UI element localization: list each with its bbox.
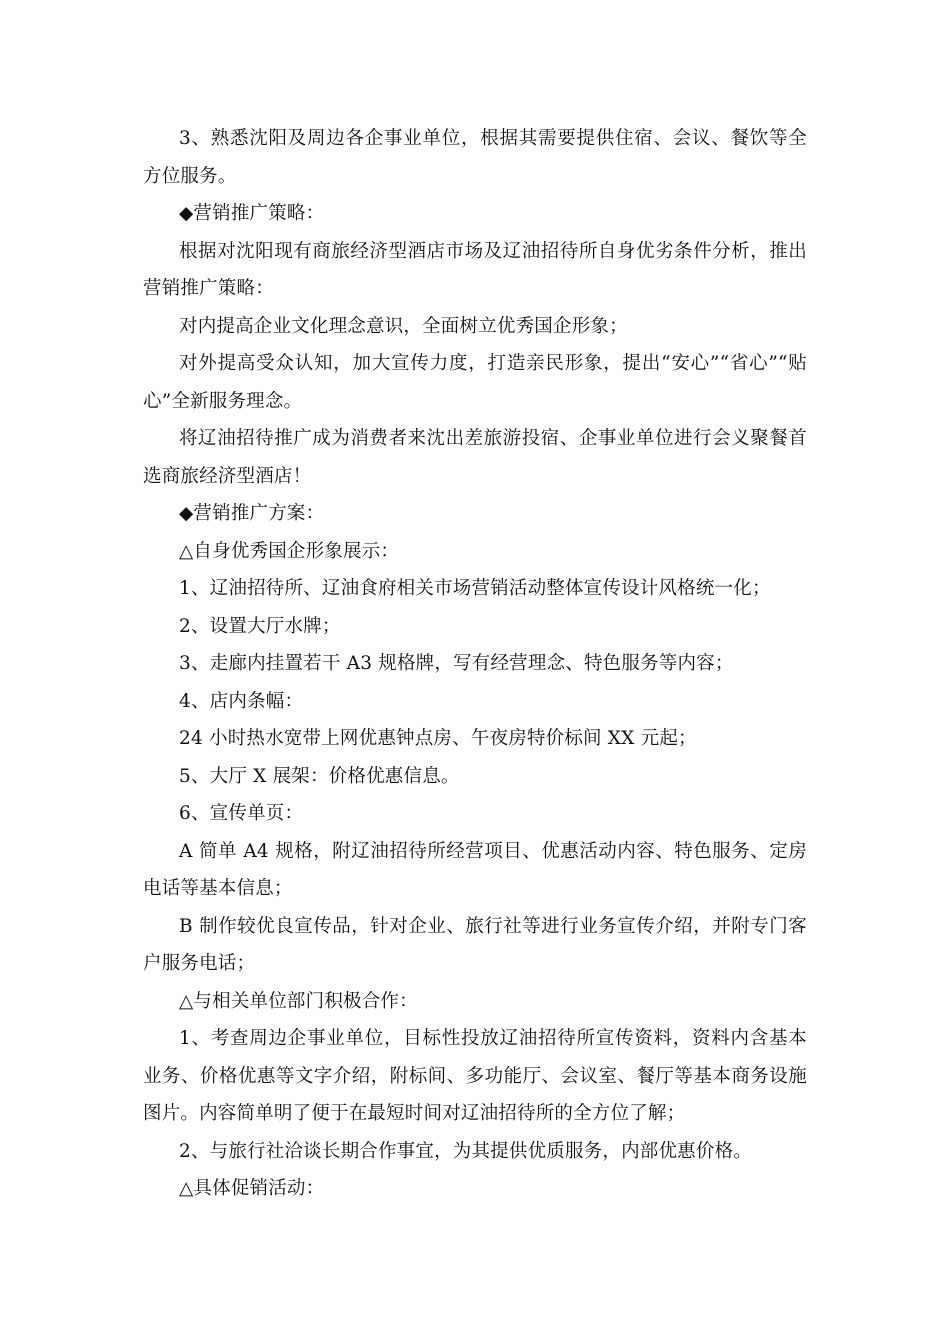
list-item: 3、走廊内挂置若干 A3 规格牌，写有经营理念、特色服务等内容； xyxy=(179,653,734,674)
list-item: 2、设置大厅水牌； xyxy=(179,615,341,637)
paragraph: 对外提高受众认知，加大宣传力度，打造亲民形象，提出“安心”“省心”“贴心”全新服务理念。 xyxy=(143,353,807,412)
list-item: B 制作较优良宣传品，针对企业、旅行社等进行业务宣传介绍，并附专门客户服务电话； xyxy=(143,915,807,974)
subsection-heading: △与相关单位部门积极合作： xyxy=(179,990,418,1012)
list-item: 6、宣传单页： xyxy=(179,803,304,824)
paragraph: 将辽油招待推广成为消费者来沈出差旅游投宿、企事业单位进行会义聚餐首选商旅经济型酒店！ xyxy=(143,428,807,487)
paragraph: 对内提高企业文化理念意识，全面树立优秀国企形象； xyxy=(179,315,628,337)
document-body xyxy=(143,120,807,1208)
paragraph: 24 小时热水宽带上网优惠钟点房、午夜房特价标间 XX 元起； xyxy=(179,728,697,749)
list-item: A 简单 A4 规格，附辽油招待所经营项目、优惠活动内容、特色服务、定房电话等基本信息； xyxy=(143,840,807,899)
section-heading-strategy: ◆营销推广策略： xyxy=(179,203,325,224)
subsection-heading: △自身优秀国企形象展示： xyxy=(179,540,400,562)
paragraph: 根据对沈阳现有商旅经济型酒店市场及辽油招待所自身优劣条件分析，推出营销推广策略： xyxy=(143,240,807,299)
list-item: 1、辽油招待所、辽油食府相关市场营销活动整体宣传设计风格统一化； xyxy=(179,578,771,599)
list-item: 5、大厅 X 展架：价格优惠信息。 xyxy=(179,765,460,787)
list-item: 2、与旅行社洽谈长期合作事宜，为其提供优质服务，内部优惠价格。 xyxy=(179,1140,752,1162)
section-heading-plan: ◆营销推广方案： xyxy=(179,503,325,524)
list-item: 4、店内条幅： xyxy=(179,690,304,712)
subsection-heading: △具体促销活动： xyxy=(179,1178,325,1199)
paragraph: 3、熟悉沈阳及周边各企事业单位，根据其需要提供住宿、会议、餐饮等全方位服务。 xyxy=(143,128,807,187)
list-item: 1、考查周边企事业单位，目标性投放辽油招待所宣传资料，资料内含基本业务、价格优惠等文字介绍，附标间、多功能厅、会议室、餐厅等基本商务设施图片。内容简单明了便于在最短时间对辽油招待所的全方位了解； xyxy=(143,1028,807,1124)
